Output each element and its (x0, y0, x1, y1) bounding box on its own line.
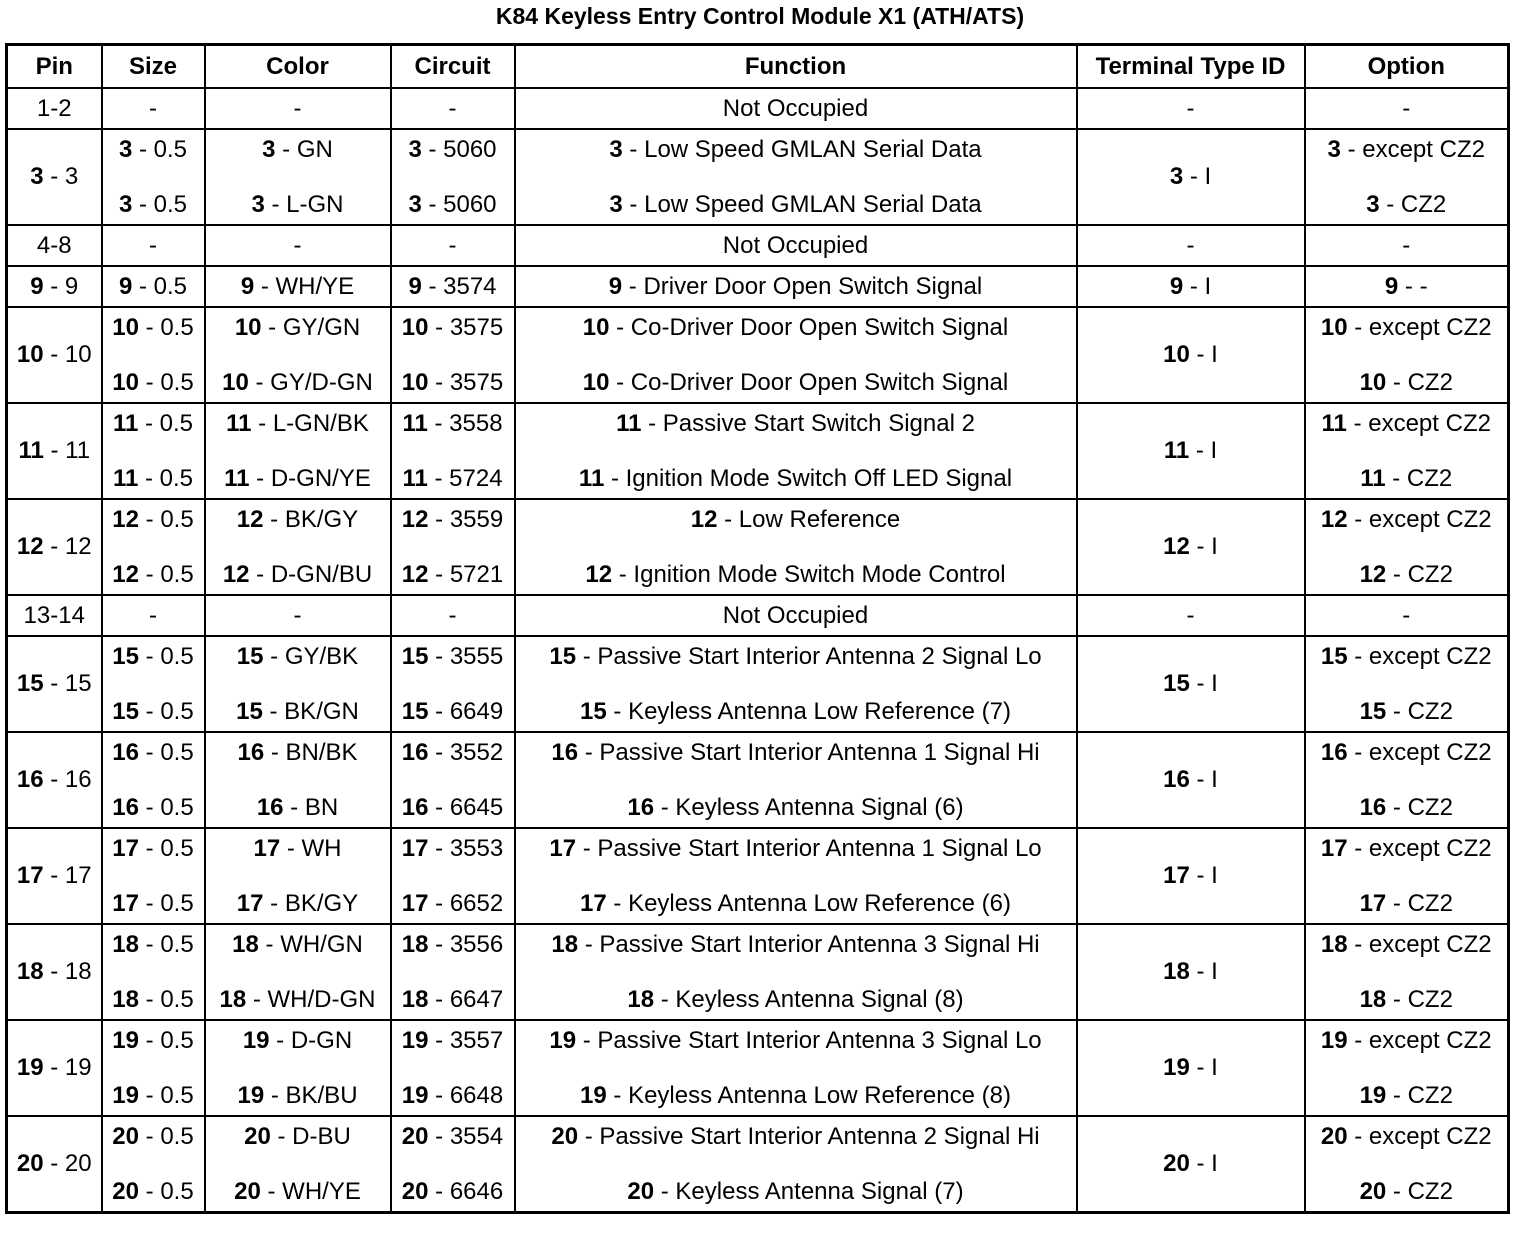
color-line: 11 - L-GN/BK (226, 410, 369, 437)
cell-option (1305, 225, 1509, 266)
circuit-line: 18 - 3556 (401, 931, 504, 958)
cell-terminal: 11 - I (1077, 403, 1305, 499)
color-line: 18 - WH/D-GN (219, 986, 376, 1013)
cell-color (205, 924, 391, 1020)
option-line: 15 - CZ2 (1359, 698, 1453, 725)
cell-terminal: 3 - I (1077, 129, 1305, 225)
option-line: 12 - except CZ2 (1320, 506, 1492, 533)
color-line: - (293, 602, 302, 629)
function-line: Not Occupied (722, 232, 869, 259)
function-line: Not Occupied (722, 95, 869, 122)
option-line: 10 - CZ2 (1359, 369, 1453, 396)
option-line: 3 - except CZ2 (1327, 136, 1485, 163)
cell-size (102, 307, 205, 403)
color-line: 12 - BK/GY (236, 506, 359, 533)
option-line: 20 - except CZ2 (1320, 1123, 1492, 1150)
color-line: 16 - BN (256, 794, 339, 821)
cell-circuit (391, 225, 515, 266)
cell-pin: 16 - 16 (7, 732, 102, 828)
option-line: 16 - except CZ2 (1320, 739, 1492, 766)
function-line: 18 - Keyless Antenna Signal (8) (627, 986, 964, 1013)
option-line: 11 - CZ2 (1360, 465, 1453, 492)
size-line: 18 - 0.5 (112, 986, 194, 1013)
option-line: 17 - except CZ2 (1320, 835, 1492, 862)
cell-function (515, 307, 1077, 403)
option-line: 9 - - (1384, 273, 1428, 300)
color-line: 18 - WH/GN (232, 931, 363, 958)
option-line: 10 - except CZ2 (1320, 314, 1492, 341)
cell-circuit (391, 636, 515, 732)
color-line: 12 - D-GN/BU (222, 561, 373, 588)
function-line: 19 - Keyless Antenna Low Reference (8) (580, 1082, 1011, 1109)
option-line: 11 - except CZ2 (1321, 410, 1491, 437)
table-row (7, 403, 1509, 499)
cell-function (515, 499, 1077, 595)
header-row (7, 45, 1509, 89)
size-line: 10 - 0.5 (112, 314, 194, 341)
table-row (7, 129, 1509, 225)
cell-function (515, 732, 1077, 828)
cell-function (515, 225, 1077, 266)
color-line: 20 - WH/YE (234, 1178, 361, 1205)
cell-terminal: 19 - I (1077, 1020, 1305, 1116)
cell-circuit (391, 266, 515, 307)
cell-function (515, 924, 1077, 1020)
circuit-line: 20 - 6646 (401, 1178, 504, 1205)
color-line: 9 - WH/YE (240, 273, 355, 300)
cell-pin: 13-14 (7, 595, 102, 636)
table-row (7, 499, 1509, 595)
size-line: - (149, 95, 157, 122)
cell-option (1305, 403, 1509, 499)
function-line: 15 - Passive Start Interior Antenna 2 Signal Lo (549, 643, 1042, 670)
function-line: 3 - Low Speed GMLAN Serial Data (609, 191, 982, 218)
cell-option (1305, 732, 1509, 828)
table-title: K84 Keyless Entry Control Module X1 (ATH/ATS) (495, 3, 1025, 29)
connector-pinout-table (5, 43, 1510, 1214)
cell-option (1305, 1116, 1509, 1213)
circuit-line: 19 - 3557 (401, 1027, 504, 1054)
cell-option (1305, 499, 1509, 595)
color-line: 17 - WH (253, 835, 342, 862)
cell-terminal: 10 - I (1077, 307, 1305, 403)
cell-color (205, 1020, 391, 1116)
circuit-line: 3 - 5060 (408, 136, 497, 163)
cell-pin: 12 - 12 (7, 499, 102, 595)
function-line: 16 - Keyless Antenna Signal (6) (627, 794, 964, 821)
cell-terminal: 18 - I (1077, 924, 1305, 1020)
color-line: 15 - GY/BK (236, 643, 359, 670)
color-line: 20 - D-BU (244, 1123, 351, 1150)
cell-pin: 4-8 (7, 225, 102, 266)
cell-circuit (391, 88, 515, 129)
cell-terminal: 9 - I (1077, 266, 1305, 307)
cell-terminal: - (1077, 595, 1305, 636)
cell-size (102, 1116, 205, 1213)
cell-option (1305, 828, 1509, 924)
function-line: 17 - Passive Start Interior Antenna 1 Signal Lo (549, 835, 1042, 862)
table-row (7, 732, 1509, 828)
cell-circuit (391, 732, 515, 828)
table-row (7, 1116, 1509, 1213)
circuit-line: 18 - 6647 (401, 986, 504, 1013)
cell-function (515, 266, 1077, 307)
cell-color (205, 88, 391, 129)
table-row (7, 307, 1509, 403)
option-line: 20 - CZ2 (1359, 1178, 1453, 1205)
size-line: - (149, 602, 157, 629)
circuit-line: 16 - 3552 (401, 739, 504, 766)
circuit-line: 10 - 3575 (401, 314, 504, 341)
option-line: 18 - except CZ2 (1320, 931, 1492, 958)
function-line: 17 - Keyless Antenna Low Reference (6) (580, 890, 1011, 917)
cell-pin: 20 - 20 (7, 1116, 102, 1213)
function-line: 11 - Ignition Mode Switch Off LED Signal (578, 465, 1013, 492)
cell-pin: 17 - 17 (7, 828, 102, 924)
cell-terminal: 20 - I (1077, 1116, 1305, 1213)
cell-pin: 18 - 18 (7, 924, 102, 1020)
cell-pin: 1-2 (7, 88, 102, 129)
cell-circuit (391, 828, 515, 924)
circuit-line: - (448, 232, 457, 259)
color-line: - (293, 232, 302, 259)
table-row (7, 924, 1509, 1020)
cell-size (102, 828, 205, 924)
size-line: 19 - 0.5 (112, 1082, 194, 1109)
function-line: 16 - Passive Start Interior Antenna 1 Signal Hi (551, 739, 1040, 766)
function-line: 10 - Co-Driver Door Open Switch Signal (582, 369, 1009, 396)
cell-option (1305, 129, 1509, 225)
circuit-line: 11 - 5724 (402, 465, 503, 492)
header-function: Function (515, 45, 1077, 89)
cell-option (1305, 636, 1509, 732)
header-pin: Pin (7, 45, 102, 89)
cell-option (1305, 266, 1509, 307)
cell-color (205, 499, 391, 595)
size-line: 17 - 0.5 (112, 890, 194, 917)
size-line: 3 - 0.5 (118, 136, 188, 163)
cell-terminal: 16 - I (1077, 732, 1305, 828)
circuit-line: 3 - 5060 (408, 191, 497, 218)
circuit-line: 20 - 3554 (401, 1123, 504, 1150)
table-row (7, 266, 1509, 307)
cell-size (102, 499, 205, 595)
size-line: 11 - 0.5 (112, 465, 194, 492)
cell-option (1305, 595, 1509, 636)
size-line: 20 - 0.5 (112, 1123, 194, 1150)
cell-size (102, 266, 205, 307)
cell-function (515, 1020, 1077, 1116)
cell-circuit (391, 924, 515, 1020)
circuit-line: 9 - 3574 (408, 273, 497, 300)
option-line: 19 - CZ2 (1359, 1082, 1453, 1109)
table-row (7, 225, 1509, 266)
size-line: 12 - 0.5 (112, 561, 194, 588)
size-line: 15 - 0.5 (112, 698, 194, 725)
table-body (7, 88, 1509, 1213)
circuit-line: 17 - 3553 (401, 835, 504, 862)
option-line: 18 - CZ2 (1359, 986, 1453, 1013)
cell-option (1305, 1020, 1509, 1116)
cell-size (102, 636, 205, 732)
cell-pin: 15 - 15 (7, 636, 102, 732)
cell-circuit (391, 1020, 515, 1116)
cell-color (205, 636, 391, 732)
circuit-line: 12 - 3559 (401, 506, 504, 533)
cell-pin: 10 - 10 (7, 307, 102, 403)
circuit-line: 10 - 3575 (401, 369, 504, 396)
cell-circuit (391, 1116, 515, 1213)
cell-pin: 9 - 9 (7, 266, 102, 307)
cell-pin: 3 - 3 (7, 129, 102, 225)
color-line: 17 - BK/GY (236, 890, 359, 917)
color-line: 15 - BK/GN (236, 698, 359, 725)
cell-color (205, 732, 391, 828)
function-line: 15 - Keyless Antenna Low Reference (7) (580, 698, 1011, 725)
circuit-line: - (448, 602, 457, 629)
cell-circuit (391, 403, 515, 499)
table-row (7, 636, 1509, 732)
color-line: 19 - BK/BU (237, 1082, 358, 1109)
table-row (7, 88, 1509, 129)
color-line: 16 - BN/BK (237, 739, 358, 766)
cell-function (515, 88, 1077, 129)
color-line: 10 - GY/GN (234, 314, 361, 341)
cell-color (205, 266, 391, 307)
function-line: 18 - Passive Start Interior Antenna 3 Signal Hi (551, 931, 1040, 958)
circuit-line: 16 - 6645 (401, 794, 504, 821)
cell-color (205, 595, 391, 636)
cell-size (102, 1020, 205, 1116)
option-line: - (1402, 232, 1411, 259)
function-line: 12 - Ignition Mode Switch Mode Control (585, 561, 1006, 588)
circuit-line: 19 - 6648 (401, 1082, 504, 1109)
cell-circuit (391, 499, 515, 595)
cell-terminal: 17 - I (1077, 828, 1305, 924)
size-line: 16 - 0.5 (112, 794, 194, 821)
function-line: 19 - Passive Start Interior Antenna 3 Signal Lo (549, 1027, 1042, 1054)
cell-size (102, 129, 205, 225)
color-line: 10 - GY/D-GN (222, 369, 373, 396)
cell-color (205, 225, 391, 266)
cell-function (515, 403, 1077, 499)
function-line: 9 - Driver Door Open Switch Signal (608, 273, 983, 300)
header-terminal-type-id: Terminal Type ID (1077, 45, 1305, 89)
option-line: 3 - CZ2 (1366, 191, 1447, 218)
circuit-line: 17 - 6652 (401, 890, 504, 917)
size-line: 12 - 0.5 (112, 506, 194, 533)
cell-pin: 11 - 11 (7, 403, 102, 499)
cell-terminal: - (1077, 225, 1305, 266)
cell-circuit (391, 129, 515, 225)
cell-terminal: 12 - I (1077, 499, 1305, 595)
option-line: 16 - CZ2 (1359, 794, 1453, 821)
size-line: - (149, 232, 157, 259)
cell-circuit (391, 595, 515, 636)
cell-function (515, 828, 1077, 924)
option-line: - (1402, 95, 1411, 122)
circuit-line: - (448, 95, 457, 122)
cell-size (102, 88, 205, 129)
cell-color (205, 828, 391, 924)
cell-pin: 19 - 19 (7, 1020, 102, 1116)
cell-option (1305, 88, 1509, 129)
size-line: 15 - 0.5 (112, 643, 194, 670)
option-line: 17 - CZ2 (1359, 890, 1453, 917)
option-line: 19 - except CZ2 (1320, 1027, 1492, 1054)
header-circuit: Circuit (391, 45, 515, 89)
size-line: 11 - 0.5 (112, 410, 194, 437)
cell-size (102, 225, 205, 266)
cell-terminal: 15 - I (1077, 636, 1305, 732)
header-color: Color (205, 45, 391, 89)
size-line: 3 - 0.5 (118, 191, 188, 218)
cell-size (102, 595, 205, 636)
cell-terminal: - (1077, 88, 1305, 129)
size-line: 9 - 0.5 (118, 273, 188, 300)
option-line: - (1402, 602, 1411, 629)
function-line: Not Occupied (722, 602, 869, 629)
size-line: 20 - 0.5 (112, 1178, 194, 1205)
option-line: 15 - except CZ2 (1320, 643, 1492, 670)
cell-function (515, 1116, 1077, 1213)
header-option: Option (1305, 45, 1509, 89)
cell-size (102, 924, 205, 1020)
table-row (7, 1020, 1509, 1116)
cell-function (515, 595, 1077, 636)
color-line: 19 - D-GN (242, 1027, 353, 1054)
cell-color (205, 129, 391, 225)
color-line: 3 - GN (262, 136, 333, 163)
color-line: 3 - L-GN (251, 191, 344, 218)
cell-option (1305, 924, 1509, 1020)
circuit-line: 15 - 6649 (401, 698, 504, 725)
cell-color (205, 307, 391, 403)
color-line: 11 - D-GN/YE (224, 465, 371, 492)
color-line: - (293, 95, 302, 122)
cell-option (1305, 307, 1509, 403)
function-line: 3 - Low Speed GMLAN Serial Data (609, 136, 982, 163)
cell-size (102, 732, 205, 828)
cell-color (205, 403, 391, 499)
cell-function (515, 129, 1077, 225)
table-row (7, 828, 1509, 924)
cell-function (515, 636, 1077, 732)
size-line: 17 - 0.5 (112, 835, 194, 862)
circuit-line: 12 - 5721 (401, 561, 504, 588)
function-line: 20 - Keyless Antenna Signal (7) (627, 1178, 964, 1205)
cell-size (102, 403, 205, 499)
cell-circuit (391, 307, 515, 403)
header-size: Size (102, 45, 205, 89)
function-line: 20 - Passive Start Interior Antenna 2 Signal Hi (551, 1123, 1040, 1150)
option-line: 12 - CZ2 (1359, 561, 1453, 588)
function-line: 11 - Passive Start Switch Signal 2 (616, 410, 975, 437)
function-line: 12 - Low Reference (690, 506, 901, 533)
function-line: 10 - Co-Driver Door Open Switch Signal (582, 314, 1009, 341)
size-line: 19 - 0.5 (112, 1027, 194, 1054)
size-line: 10 - 0.5 (112, 369, 194, 396)
circuit-line: 11 - 3558 (402, 410, 503, 437)
size-line: 16 - 0.5 (112, 739, 194, 766)
table-row (7, 595, 1509, 636)
size-line: 18 - 0.5 (112, 931, 194, 958)
cell-color (205, 1116, 391, 1213)
circuit-line: 15 - 3555 (401, 643, 504, 670)
